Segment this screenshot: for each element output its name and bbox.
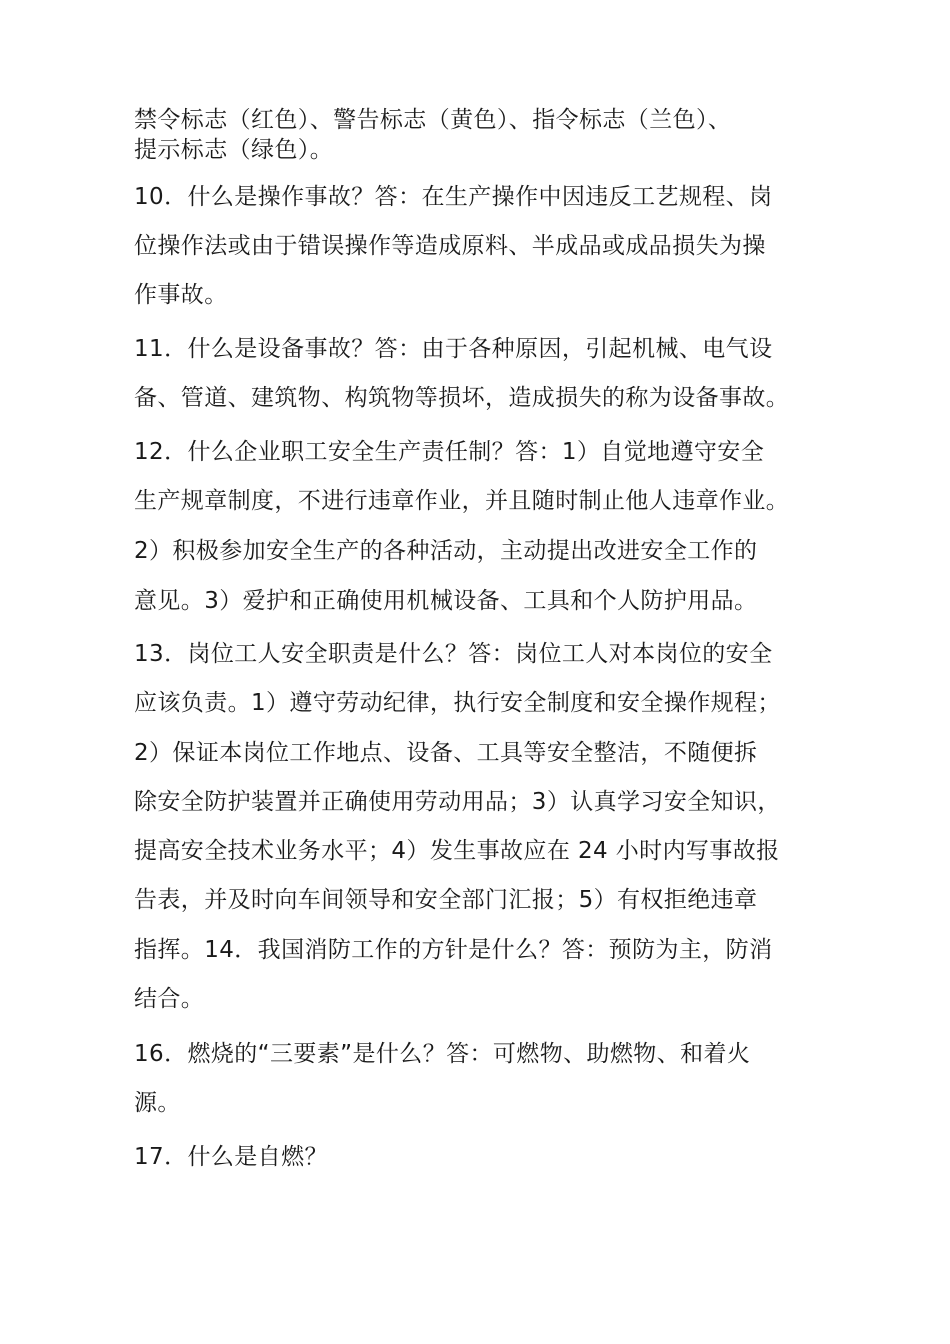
text-line: 2）保证本岗位工作地点、设备、工具等安全整洁，不随便拆 [134,740,758,766]
text-line: 16．燃烧的“三要素”是什么？答：可燃物、助燃物、和着火 [134,1041,751,1067]
text-line: 禁令标志（红色）、警告标志（黄色）、指令标志（兰色）、 [134,107,732,133]
text-line: 结合。 [134,986,205,1012]
text-line: 源。 [134,1090,181,1116]
text-line: 备、管道、建筑物、构筑物等损坏，造成损失的称为设备事故。 [134,385,790,411]
text-line: 11．什么是设备事故？答：由于各种原因，引起机械、电气设 [134,336,773,362]
text-line: 10．什么是操作事故？答：在生产操作中因违反工艺规程、岗 [134,184,773,210]
text-line: 12．什么企业职工安全生产责任制？答：1）自觉地遵守安全 [134,439,765,465]
text-line: 17．什么是自燃？ [134,1144,328,1170]
text-line: 生产规章制度，不进行违章作业，并且随时制止他人违章作业。 [134,488,790,514]
text-line: 意见。3）爱护和正确使用机械设备、工具和个人防护用品。 [134,588,758,614]
text-line: 指挥。14．我国消防工作的方针是什么？答：预防为主，防消 [134,937,773,963]
text-line: 位操作法或由于错误操作等造成原料、半成品或成品损失为操 [134,233,766,259]
text-line: 作事故。 [134,282,228,308]
text-line: 除安全防护装置并正确使用劳动用品；3）认真学习安全知识， [134,789,781,815]
text-line: 告表，并及时向车间领导和安全部门汇报；5）有权拒绝违章 [134,887,758,913]
text-line: 提高安全技术业务水平；4）发生事故应在 24 小时内写事故报 [134,838,780,864]
text-line: 2）积极参加安全生产的各种活动，主动提出改进安全工作的 [134,538,758,564]
text-line: 提示标志（绿色）。 [134,137,334,163]
text-line: 应该负责。1）遵守劳动纪律，执行安全制度和安全操作规程； [134,690,781,716]
text-line: 13．岗位工人安全职责是什么？答：岗位工人对本岗位的安全 [134,641,773,667]
